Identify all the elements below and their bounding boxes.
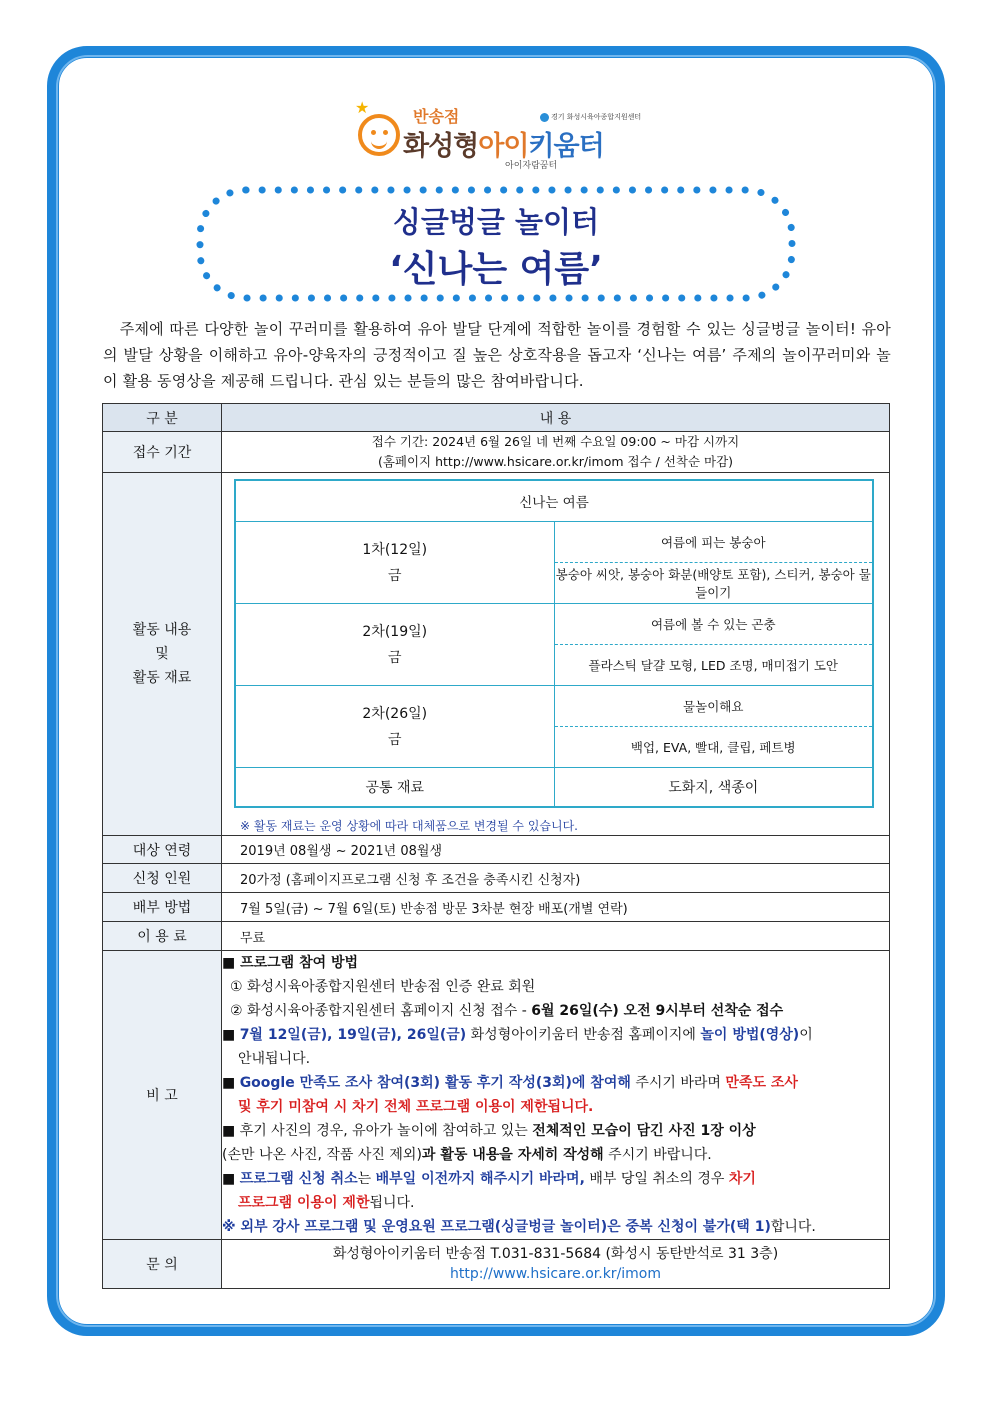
contact-address: 화성형아이키움터 반송점 T.031-831-5684 (화성시 동탄반석로 31 3층) <box>332 1246 779 1262</box>
distribution-label: 배부 방법 <box>103 893 222 922</box>
intro-paragraph: 주제에 따른 다양한 놀이 꾸러미를 활용하여 유아 발달 단계에 적합한 놀이를 경험할 수 있는 싱글벙글 놀이터! 유아의 발달 상황을 이해하고 유아-양육자의 긍정적이고 질 높은 상호작용을 돕고자 ‘신나는 여름’ 주제의 놀이꾸러미와 놀이 활용 동영상을 제공해 드립니다. 관심 있는 분들의 많은 참여바랍니다. <box>103 320 891 390</box>
round-3: 2차(26일) 금 <box>235 686 554 768</box>
fee-label: 이 용 료 <box>103 922 222 951</box>
round-2-materials: 플라스틱 달걀 모형, LED 조명, 매미접기 도안 <box>554 645 873 686</box>
materials-note: ※ 활동 재료는 운영 상황에 따라 대체품으로 변경될 수 있습니다. <box>240 819 579 833</box>
age-label: 대상 연령 <box>103 836 222 864</box>
center-logo-icon <box>540 113 549 122</box>
round-1: 1차(12일) 금 <box>235 522 554 604</box>
round-1-materials: 봉숭아 씨앗, 봉숭아 화분(배양토 포함), 스티커, 봉숭아 물들이기 <box>554 563 873 604</box>
reg-value <box>222 432 890 473</box>
reg-site: (홈페이지 http://www.hsicare.or.kr/imom 접수 / 선착순 마감) <box>377 454 734 469</box>
count-value: 20가정 (홈페이지프로그램 신청 후 조건을 충족시킨 신청자) <box>222 864 890 893</box>
header-category: 구 분 <box>103 404 222 432</box>
header-content: 내 용 <box>222 404 890 432</box>
logo-branch: 반송점 <box>413 107 460 126</box>
remarks-line: ※ 외부 강사 프로그램 및 운영요원 프로그램(싱글벙글 놀이터)은 중복 신청이 불가(택 1)합니다. <box>222 1219 816 1235</box>
round-2: 2차(19일) 금 <box>235 604 554 686</box>
activity-label: 활동 내용 및 활동 재료 <box>103 473 222 836</box>
reg-period: 접수 기간: 2024년 6월 26일 네 번째 수요일 09:00 ~ 마감 시까지 <box>371 434 740 449</box>
common-materials-label: 공통 재료 <box>235 768 554 808</box>
contact-info <box>222 1240 890 1289</box>
remarks-line: 안내됩니다. <box>238 1051 311 1067</box>
remarks-line: ② 화성시육아종합지원센터 홈페이지 신청 접수 - 6월 26일(수) 오전 9시부터 선착순 접수 <box>230 1003 784 1019</box>
activity-theme-header: 신나는 여름 <box>235 480 873 522</box>
round-1-theme: 여름에 피는 봉숭아 <box>554 522 873 563</box>
star-icon: ★ <box>355 98 370 117</box>
remarks-line: ■ 프로그램 참여 방법 <box>222 955 359 971</box>
remarks-line: ■ Google 만족도 조사 참여(3회) 활동 후기 작성(3회)에 참여해 주시기 바라며 만족도 조사 <box>222 1075 798 1091</box>
logo-tagline: 아이자람꿈터 <box>505 161 558 171</box>
count-label: 신청 인원 <box>103 864 222 893</box>
logo <box>355 100 645 170</box>
title-box <box>196 186 796 302</box>
remarks-line: 프로그램 이용이 제한됩니다. <box>238 1195 415 1211</box>
round-3-theme: 물놀이해요 <box>554 686 873 727</box>
distribution-value: 7월 5일(금) ~ 7월 6일(토) 반송점 방문 3차분 현장 배포(개별 연락) <box>222 893 890 922</box>
activity-cell <box>222 473 890 836</box>
remarks-line: ■ 프로그램 신청 취소는 배부일 이전까지 해주시기 바라며, 배부 당일 취소의 경우 차기 <box>222 1171 756 1187</box>
round-3-materials: 백업, EVA, 빨대, 클립, 페트병 <box>554 727 873 768</box>
common-materials-value: 도화지, 색종이 <box>554 768 873 808</box>
logo-wordmark: 화성형아이키움터 <box>403 131 604 162</box>
title-line-2: ‘신나는 여름’ <box>389 249 603 290</box>
remarks-line: 및 후기 미참여 시 차기 전체 프로그램 이용이 제한됩니다. <box>238 1099 594 1115</box>
remarks-content <box>222 951 890 1240</box>
round-2-theme: 여름에 볼 수 있는 곤충 <box>554 604 873 645</box>
remarks-line: ■ 7월 12일(금), 19일(금), 26일(금) 화성형아이키움터 반송점 홈페이지에 놀이 방법(영상)이 <box>222 1027 813 1043</box>
activity-table <box>234 479 874 808</box>
age-value: 2019년 08월생 ~ 2021년 08월생 <box>222 836 890 864</box>
fee-value: 무료 <box>222 922 890 951</box>
remarks-line: ① 화성시육아종합지원센터 반송점 인증 완료 회원 <box>230 979 536 995</box>
reg-label: 접수 기간 <box>103 432 222 473</box>
remarks-line: (손만 나온 사진, 작품 사진 제외)과 활동 내용을 자세히 작성해 주시기 바랍니다. <box>222 1147 712 1163</box>
contact-label: 문 의 <box>103 1240 222 1289</box>
title-line-1: 싱글벙글 놀이터 <box>392 205 600 239</box>
program-table <box>102 403 890 1289</box>
center-logo: 경기 화성시육아종합지원센터 <box>540 112 641 122</box>
remarks-label: 비 고 <box>103 951 222 1240</box>
remarks-line: ■ 후기 사진의 경우, 유아가 놀이에 참여하고 있는 전체적인 모습이 담긴 사진 1장 이상 <box>222 1123 756 1139</box>
smiley-face-icon <box>358 114 400 156</box>
contact-link[interactable]: http://www.hsicare.or.kr/imom <box>449 1266 662 1282</box>
